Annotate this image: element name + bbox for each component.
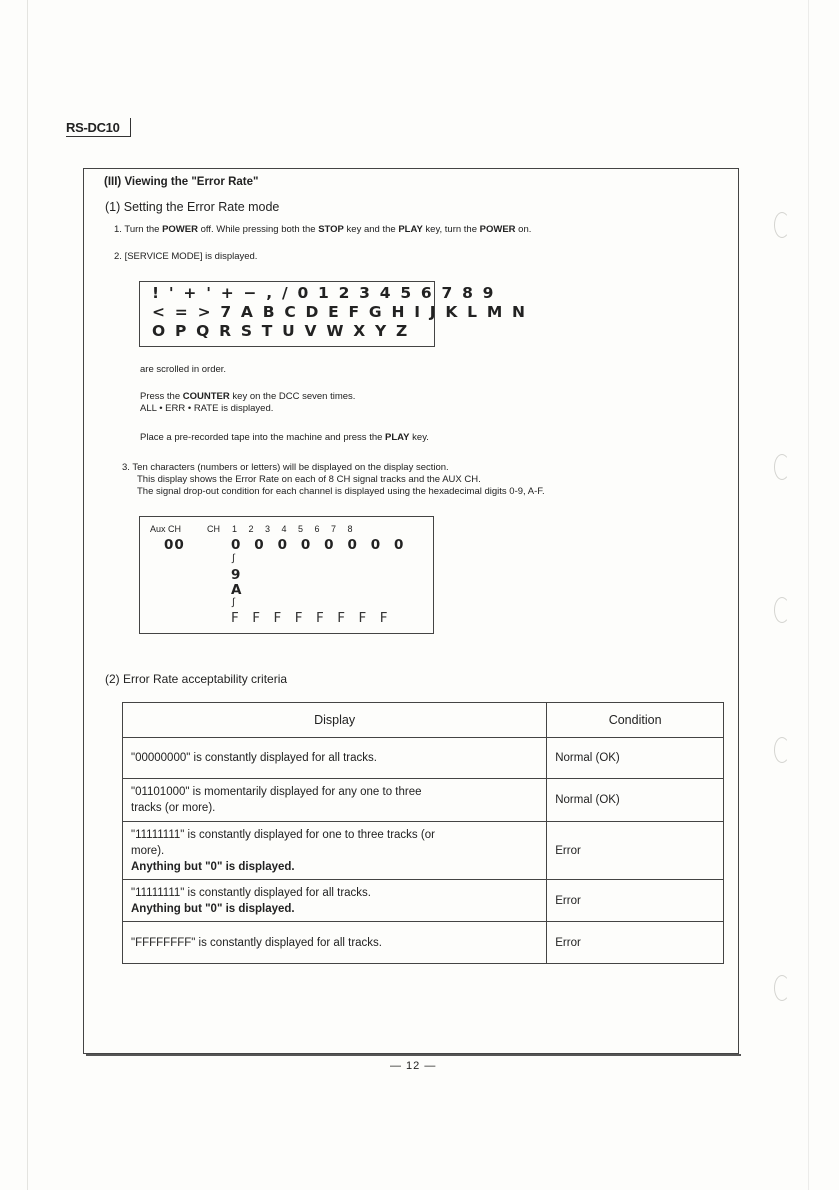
model-header: RS-DC10 — [66, 120, 120, 135]
frame-shadow — [86, 1054, 741, 1056]
all-err-rate-note: ALL • ERR • RATE is displayed. — [140, 403, 274, 414]
aux-ch-label: Aux CH — [150, 524, 182, 534]
display-column-header: Display — [123, 703, 547, 738]
ch-numbers: 1 2 3 4 5 6 7 8 — [232, 524, 358, 534]
range-mark-2: ∫ — [232, 597, 235, 608]
counter-note: Press the COUNTER key on the DCC seven times. — [140, 391, 356, 402]
char-line-2: < = > 7 A B C D E F G H I J K L M N — [152, 303, 528, 321]
step-2 — [114, 250, 257, 263]
table-row — [123, 822, 724, 880]
page-number: — 12 — — [390, 1060, 437, 1072]
zero-row: 0 0 0 0 0 0 0 0 — [231, 537, 409, 553]
step-2-number: 2. — [114, 251, 122, 262]
criteria-title: (2) Error Rate acceptability criteria — [105, 672, 288, 686]
step-3: 3. Ten characters (numbers or letters) will be displayed on the display section. — [122, 462, 449, 473]
step-3-number: 3. — [122, 462, 130, 473]
f-row: F F F F F F F F — [231, 610, 393, 626]
display-cell: "01101000" is momentarily displayed for any one to three tracks (or more). — [123, 779, 547, 822]
binder-hole — [774, 975, 790, 1001]
binder-hole — [774, 454, 790, 480]
header-rule — [66, 136, 130, 137]
step-1: 1. Turn the POWER off. While pressing both the STOP key and the PLAY key, turn the POWER on. — [114, 224, 532, 235]
step-3-line-2: This display shows the Error Rate on each of 8 CH signal tracks and the AUX CH. — [137, 474, 481, 485]
digit-a: A — [231, 582, 247, 598]
display-cell: "11111111" is constantly displayed for all tracks. Anything but "0" is displayed. — [123, 880, 547, 922]
step-2-text: [SERVICE MODE] is displayed. — [124, 251, 258, 262]
table-row — [123, 922, 724, 964]
aux-value: 00 — [164, 537, 185, 553]
char-line-1: ! ' + ' + − , / 0 1 2 3 4 5 6 7 8 9 — [152, 284, 496, 302]
table-row — [123, 738, 724, 779]
table-row — [123, 880, 724, 922]
ch-label: CH — [207, 524, 220, 534]
scrolled-note: are scrolled in order. — [140, 364, 227, 375]
condition-cell: Error — [547, 922, 724, 964]
criteria-table — [122, 702, 724, 964]
display-cell: "11111111" is constantly displayed for one to three tracks (or more). Anything but "0" is displayed. — [123, 822, 547, 880]
page-edge — [27, 0, 28, 1190]
binder-hole — [774, 737, 790, 763]
condition-cell: Error — [547, 880, 724, 922]
char-line-3: O P Q R S T U V W X Y Z — [152, 322, 410, 340]
step-3-line-3: The signal drop-out condition for each channel is displayed using the hexadecimal digits 0-9, A-F. — [137, 486, 545, 497]
place-tape-note: Place a pre-recorded tape into the machine and press the PLAY key. — [140, 432, 429, 443]
table-header-row — [123, 703, 724, 738]
page-edge-right — [808, 0, 809, 1190]
condition-cell: Normal (OK) — [547, 779, 724, 822]
subsection-title: (1) Setting the Error Rate mode — [105, 200, 280, 214]
table-row — [123, 779, 724, 822]
condition-cell: Error — [547, 822, 724, 880]
binder-hole — [774, 212, 790, 238]
header-tick — [130, 118, 131, 137]
range-mark-1: ∫ — [232, 553, 235, 564]
digit-nine: 9 — [231, 567, 245, 583]
display-cell: "FFFFFFFF" is constantly displayed for all tracks. — [123, 922, 547, 964]
condition-column-header: Condition — [547, 703, 724, 738]
binder-hole — [774, 597, 790, 623]
display-cell: "00000000" is constantly displayed for all tracks. — [123, 738, 547, 779]
step-1-number: 1. — [114, 224, 122, 235]
section-title: (III) Viewing the "Error Rate" — [104, 176, 259, 188]
condition-cell: Normal (OK) — [547, 738, 724, 779]
